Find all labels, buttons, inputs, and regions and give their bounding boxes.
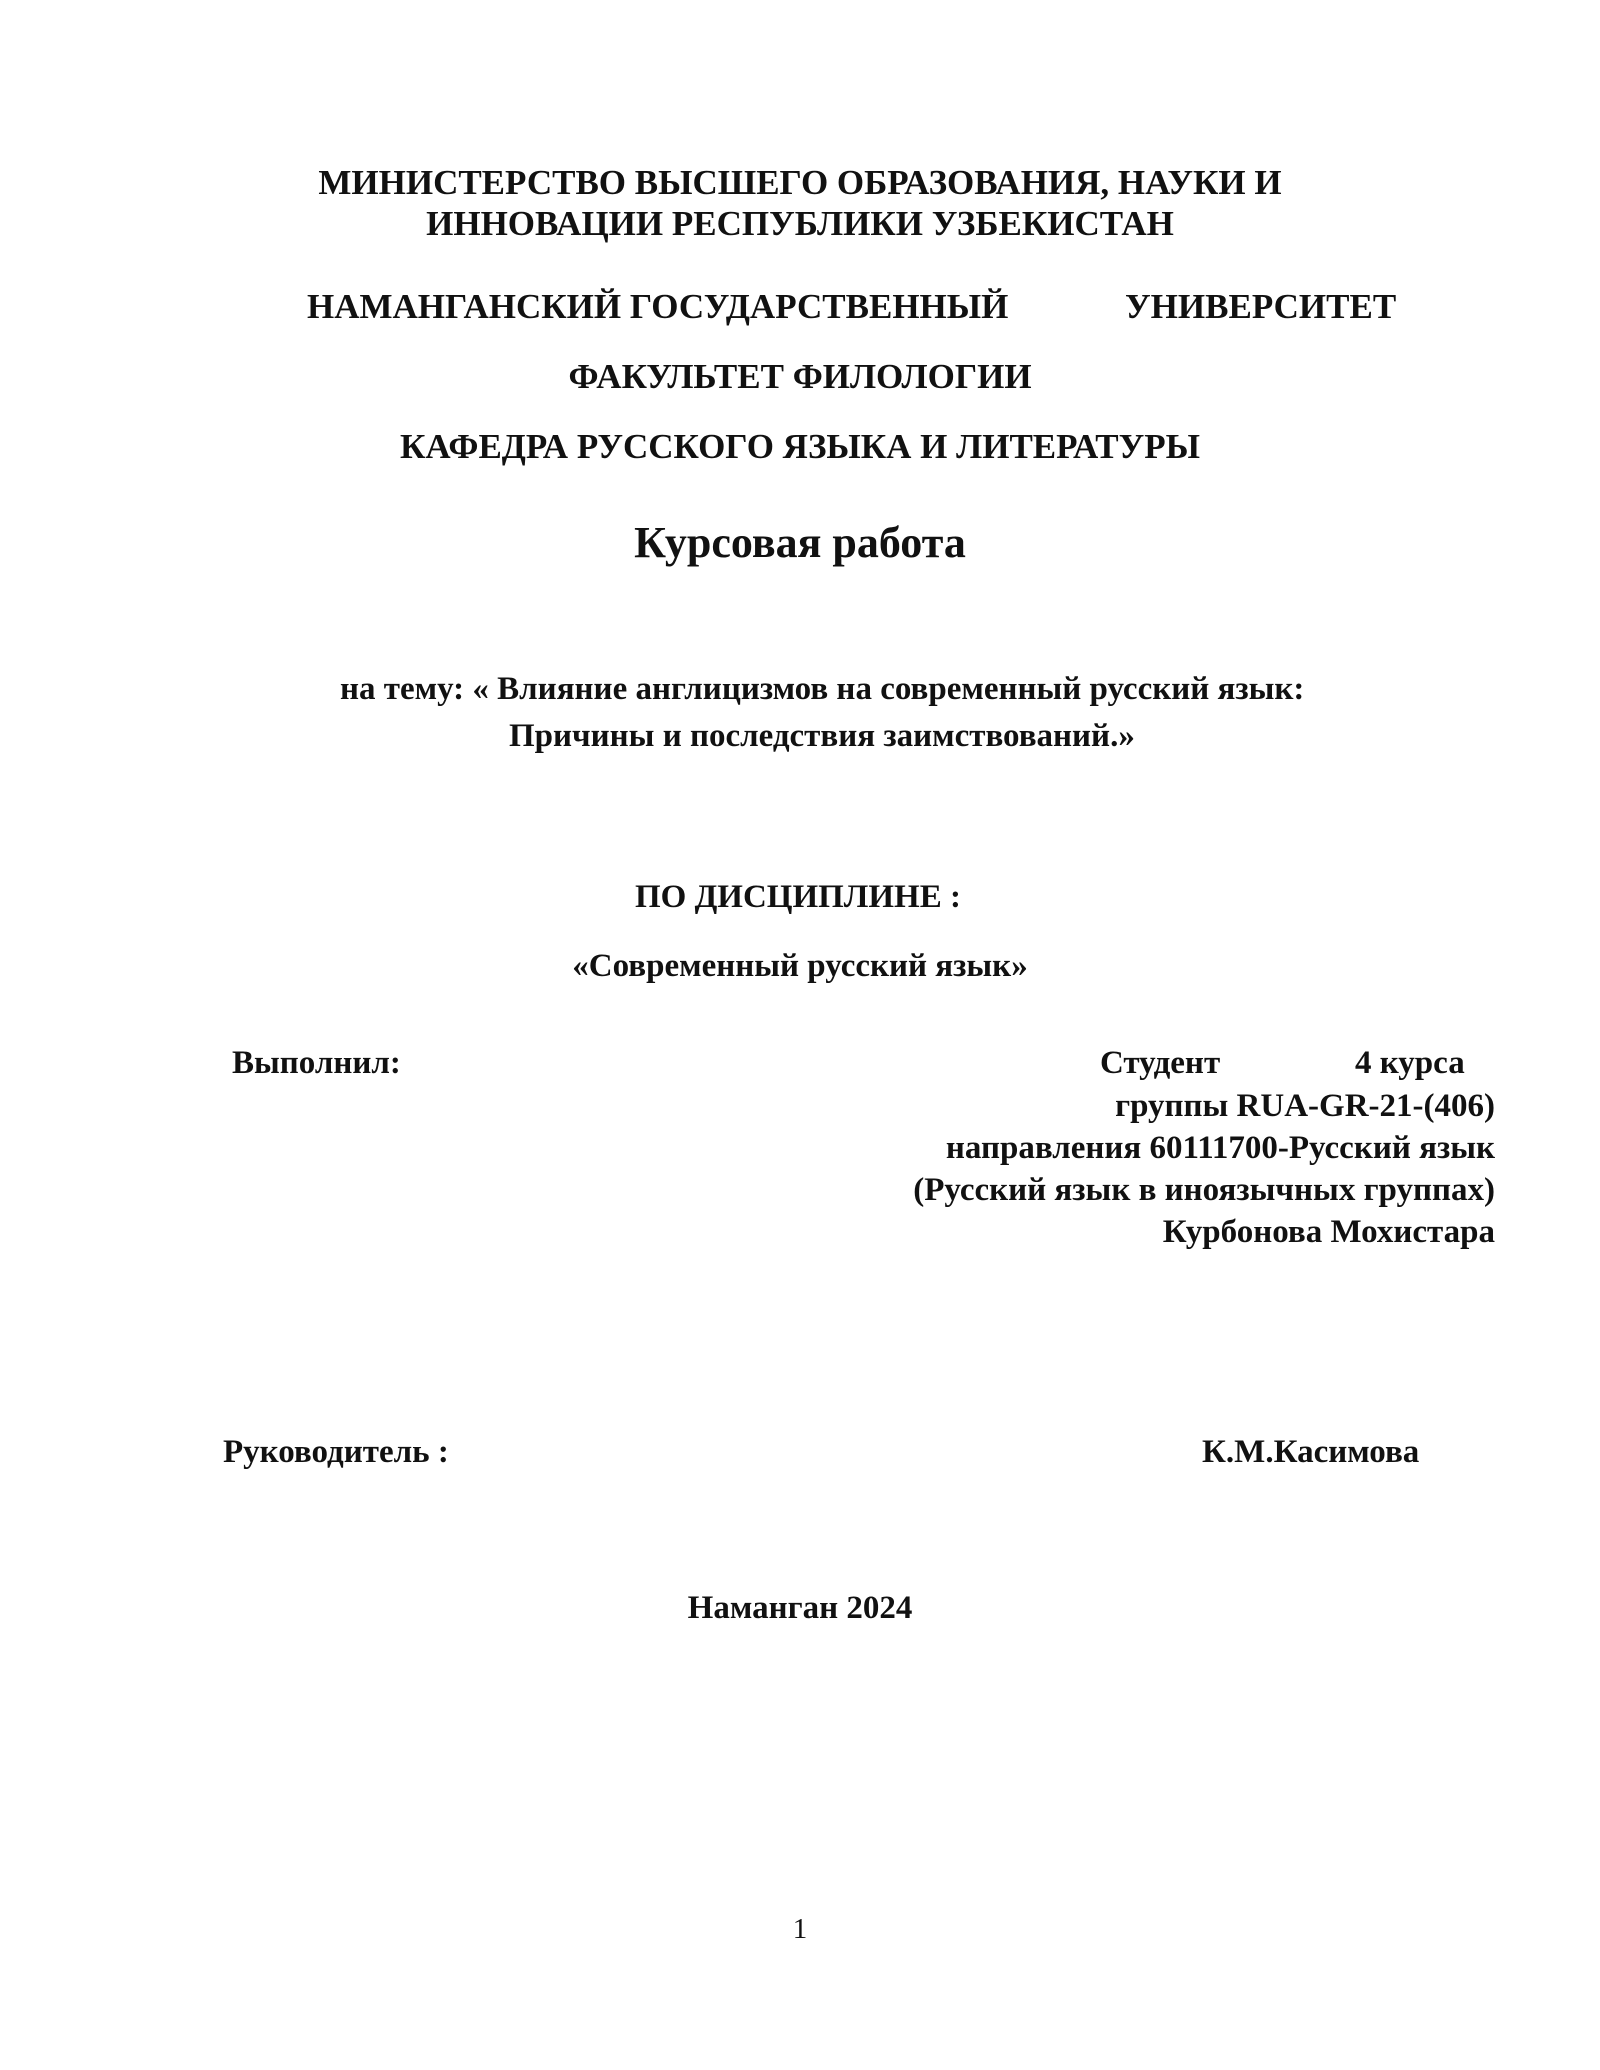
page-number: 1 — [792, 1913, 808, 1945]
student-group: группы RUA-GR-21-(406) — [1115, 1088, 1495, 1124]
ministry-line-1: МИНИСТЕРСТВО ВЫСШЕГО ОБРАЗОВАНИЯ, НАУКИ И — [318, 163, 1282, 202]
ministry-line-2: ИННОВАЦИИ РЕСПУБЛИКИ УЗБЕКИСТАН — [426, 204, 1174, 243]
student-name: Курбонова Мохистара — [1162, 1214, 1495, 1250]
student-course: 4 курса — [1355, 1045, 1465, 1081]
student-word: Студент — [1100, 1045, 1221, 1081]
topic-line-1: на тему: « Влияние англицизмов на современный русский язык: — [340, 671, 1305, 707]
discipline-name: «Современный русский язык» — [572, 948, 1028, 984]
university-name-part-1: НАМАНГАНСКИЙ ГОСУДАРСТВЕННЫЙ — [307, 287, 1009, 326]
university-name-part-2: УНИВЕРСИТЕТ — [1125, 287, 1397, 326]
student-direction: направления 60111700-Русский язык — [945, 1130, 1495, 1166]
topic-line-2: Причины и последствия заимствований.» — [509, 718, 1135, 754]
author-label: Выполнил: — [232, 1045, 401, 1081]
discipline-label: ПО ДИСЦИПЛИНЕ : — [635, 879, 961, 915]
department-name: КАФЕДРА РУССКОГО ЯЗЫКА И ЛИТЕРАТУРЫ — [399, 427, 1201, 466]
supervisor-label: Руководитель : — [223, 1434, 449, 1470]
work-type-title: Курсовая работа — [634, 518, 966, 567]
faculty-name: ФАКУЛЬТЕТ ФИЛОЛОГИИ — [568, 357, 1032, 396]
student-specialization: (Русский язык в иноязычных группах) — [913, 1172, 1495, 1208]
supervisor-name: К.М.Касимова — [1202, 1434, 1420, 1470]
city-year: Наманган 2024 — [687, 1590, 913, 1626]
